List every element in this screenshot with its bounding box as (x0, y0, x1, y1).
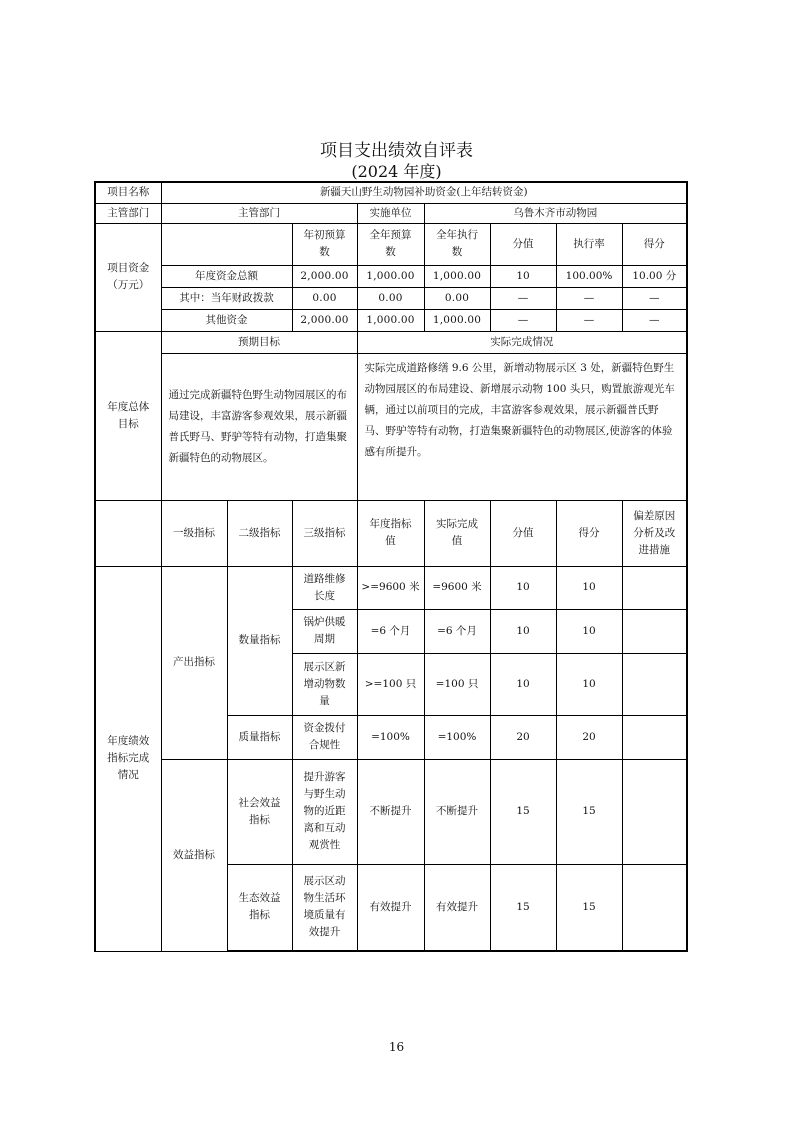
indicator-score: 20 (556, 715, 622, 759)
indicator-target: 有效提升 (357, 864, 424, 951)
funds-row-name: 其他资金 (161, 309, 292, 331)
indicator-value: 10 (490, 609, 556, 653)
impl-label: 实施单位 (357, 203, 424, 223)
funds-score-value: — (490, 309, 556, 331)
indicator-name: 提升游客 与野生动 物的近距 离和互动 观赏性 (292, 759, 357, 864)
page-subtitle: (2024 年度) (351, 162, 442, 181)
funds-label: 项目资金 （万元） (95, 223, 161, 331)
ind-h-target: 年度指标 值 (357, 500, 424, 566)
funds-score: 10.00 分 (622, 265, 687, 287)
goals-expected-label: 预期目标 (161, 331, 357, 353)
indicator-score: 10 (556, 566, 622, 609)
funds-score-value: 10 (490, 265, 556, 287)
funds-header-row (95, 223, 687, 265)
funds-h-initial: 年初预算 数 (292, 223, 357, 265)
funds-row-fiscal (95, 287, 687, 309)
indicator-note (622, 566, 687, 609)
indicator-note (622, 864, 687, 951)
funds-initial: 0.00 (292, 287, 357, 309)
funds-blank (161, 223, 292, 265)
funds-score: — (622, 309, 687, 331)
indicator-name: 道路维修 长度 (292, 566, 357, 609)
funds-annual: 0.00 (357, 287, 424, 309)
funds-score: — (622, 287, 687, 309)
indicator-score: 15 (556, 759, 622, 864)
indicators-section-label: 年度绩效 指标完成 情况 (95, 566, 161, 951)
funds-annual: 1,000.00 (357, 309, 424, 331)
ind-h-value: 分值 (490, 500, 556, 566)
goals-label: 年度总体 目标 (95, 331, 161, 500)
level2-ecological: 生态效益 指标 (227, 864, 292, 951)
ind-h-score: 得分 (556, 500, 622, 566)
indicator-target: >=9600 米 (357, 566, 424, 609)
funds-executed: 0.00 (424, 287, 490, 309)
goals-actual-label: 实际完成情况 (357, 331, 687, 353)
funds-executed: 1,000.00 (424, 265, 490, 287)
project-label: 项目名称 (95, 182, 161, 203)
funds-h-executed: 全年执行 数 (424, 223, 490, 265)
indicator-target: 不断提升 (357, 759, 424, 864)
department-row (95, 203, 687, 223)
impl-value: 乌鲁木齐市动物园 (424, 203, 687, 223)
indicator-actual: =9600 米 (424, 566, 490, 609)
indicator-row (95, 566, 687, 609)
indicator-actual: =100 只 (424, 653, 490, 715)
indicator-row (95, 759, 687, 864)
indicator-value: 20 (490, 715, 556, 759)
indicator-name: 展示区新 增动物数 量 (292, 653, 357, 715)
indicator-name: 展示区动 物生活环 境质量有 效提升 (292, 864, 357, 951)
indicator-value: 10 (490, 653, 556, 715)
indicator-note (622, 653, 687, 715)
level2-quality: 质量指标 (227, 715, 292, 759)
funds-executed: 1,000.00 (424, 309, 490, 331)
performance-table (94, 181, 688, 952)
indicator-score: 10 (556, 609, 622, 653)
indicator-note (622, 609, 687, 653)
indicator-name: 锅炉供暖 周期 (292, 609, 357, 653)
indicator-value: 10 (490, 566, 556, 609)
indicator-note (622, 715, 687, 759)
indicator-target: =6 个月 (357, 609, 424, 653)
ind-h-level2: 二级指标 (227, 500, 292, 566)
indicator-name: 资金拨付 合规性 (292, 715, 357, 759)
funds-row-other (95, 309, 687, 331)
funds-row-total (95, 265, 687, 287)
project-row (95, 182, 687, 203)
indicator-target: >=100 只 (357, 653, 424, 715)
funds-row-name: 其中：当年财政拨款 (161, 287, 292, 309)
indicator-score: 10 (556, 653, 622, 715)
dept-value: 主管部门 (161, 203, 357, 223)
indicator-actual: =6 个月 (424, 609, 490, 653)
indicators-header-blank (95, 500, 161, 566)
indicator-score: 15 (556, 864, 622, 951)
indicator-actual: 不断提升 (424, 759, 490, 864)
funds-h-annual: 全年预算 数 (357, 223, 424, 265)
funds-initial: 2,000.00 (292, 265, 357, 287)
funds-rate: 100.00% (556, 265, 622, 287)
indicator-actual: =100% (424, 715, 490, 759)
indicator-value: 15 (490, 864, 556, 951)
funds-row-name: 年度资金总额 (161, 265, 292, 287)
level2-quantity: 数量指标 (227, 566, 292, 715)
ind-h-actual: 实际完成 值 (424, 500, 490, 566)
dept-label: 主管部门 (95, 203, 161, 223)
ind-h-level1: 一级指标 (161, 500, 227, 566)
goals-expected-text: 通过完成新疆特色野生动物园展区的布局建设，丰富游客参观效果，展示新疆普氏野马、野驴等特有动物，打造集聚新疆特色的动物展区。 (161, 353, 357, 500)
funds-rate: — (556, 287, 622, 309)
indicator-note (622, 759, 687, 864)
page-number: 16 (388, 1040, 405, 1054)
goals-actual-text: 实际完成道路修缮 9.6 公里，新增动物展示区 3 处，新疆特色野生动物园展区的布局建设、新增展示动物 100 头只，购置旅游观光车辆，通过以前项目的完成，丰富游客参观效果，展示新疆普氏野马、野驴等特有动物，打造集聚新疆特色的动物展区,使游客的体验感有所提升。 (357, 353, 687, 500)
indicators-header-row (95, 500, 687, 566)
funds-h-score-value: 分值 (490, 223, 556, 265)
goals-header-row (95, 331, 687, 353)
level2-social: 社会效益 指标 (227, 759, 292, 864)
indicator-actual: 有效提升 (424, 864, 490, 951)
indicator-value: 15 (490, 759, 556, 864)
ind-h-note: 偏差原因 分析及改 进措施 (622, 500, 687, 566)
funds-initial: 2,000.00 (292, 309, 357, 331)
funds-score-value: — (490, 287, 556, 309)
level1-benefit: 效益指标 (161, 759, 227, 951)
indicator-target: =100% (357, 715, 424, 759)
funds-h-rate: 执行率 (556, 223, 622, 265)
funds-rate: — (556, 309, 622, 331)
level1-output: 产出指标 (161, 566, 227, 759)
funds-h-score: 得分 (622, 223, 687, 265)
ind-h-level3: 三级指标 (292, 500, 357, 566)
project-name: 新疆天山野生动物园补助资金(上年结转资金) (161, 182, 687, 203)
funds-annual: 1,000.00 (357, 265, 424, 287)
page-title: 项目支出绩效自评表 (320, 141, 473, 161)
goals-text-row (95, 353, 687, 500)
